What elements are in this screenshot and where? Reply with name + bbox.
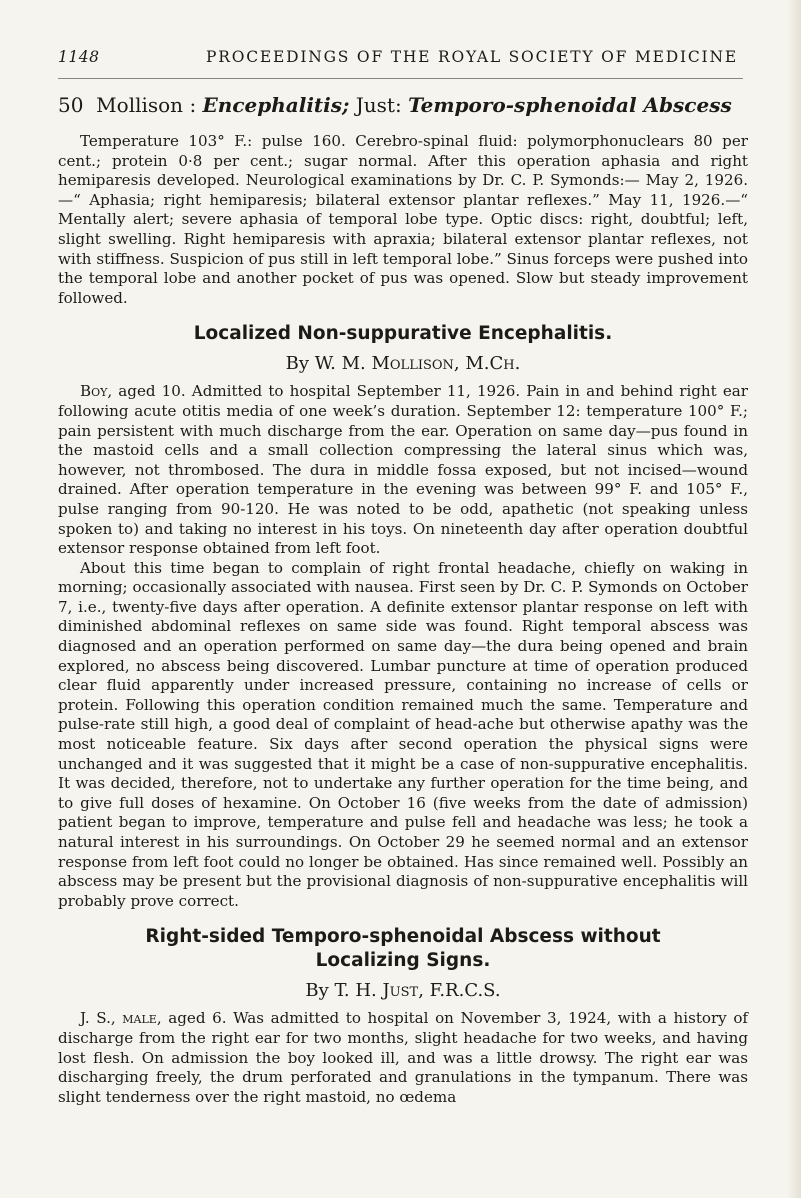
section-title-abscess-line-1: Right-sided Temporo-sphenoidal Abscess without — [145, 926, 661, 948]
section-title-encephalitis: Localized Non-suppurative Encephalitis. — [193, 323, 613, 345]
page-number: 1148 — [58, 48, 100, 66]
encephalitis-paragraph-1 — [58, 382, 748, 558]
section-title-abscess-line-2: Localizing Signs. — [315, 950, 491, 972]
byline-by: By — [285, 353, 310, 375]
encephalitis-paragraph-1-text: aged 10. Admitted to hospital September 11, 1926. Pain in and behind right ear following acute otitis media of one week’s duration. September 12: temperature 100° F.; pain persistent with much discharge from the ear. Operation on same day—pus found in the mastoid cells and a small collection compressing the lateral sinus which was, however, not thrombosed. The dura in middle fossa exposed, but not incised—wound drained. After operation temperature in the evening was between 99° F. and 105° F., pulse ranging from 90-120. He was noted to be odd, apathetic (not speaking unless spoken to) and taking no interest in his toys. On nineteenth day after operation doubtful extensor response obtained from left foot. — [58, 382, 748, 558]
case-colon-2: : — [394, 93, 402, 117]
byline-mollison — [58, 352, 748, 376]
byline-just — [58, 979, 748, 1003]
case-author: Mollison — [96, 93, 184, 117]
case-colon: : — [189, 93, 197, 117]
page-edge-shadow — [787, 0, 801, 1198]
running-header — [58, 48, 743, 72]
byline-author: W. M. Mollison, M.Ch. — [314, 353, 521, 375]
case-topic: Encephalitis; — [202, 93, 350, 117]
encephalitis-paragraph-2: About this time began to complain of right frontal headache, chiefly on waking in morning; occasionally associated with nausea. First seen by Dr. C. P. Symonds on October 7, i.e., twenty-five days after operation. A definite extensor plantar response on left with diminished abdominal reflexes on same side was found. Right temporal abscess was diagnosed and an operation performed on same day—the dura being opened and brain explored, no abscess being discovered. Lumbar puncture at time of operation produced clear fluid apparently under increased pressure, containing no increase of cells or protein. Following this operation condition remained much the same. Temperature and pulse-rate still high, a good deal of complaint of head-ache but otherwise apathy was the most noticeable feature. Six days after second operation the physical signs were unchanged and it was suggested that it might be a case of non-suppurative encephalitis. It was decided, therefore, not to undertake any further operation for the time being, and to give full doses of hexamine. On October 16 (five weeks from the date of admission) patient began to improve, temperature and pulse fell and headache was less; he took a natural interest in his surroundings. On October 29 he seemed normal and an extensor response from left foot could no longer be obtained. Has since remained well. Possibly an abscess may be present but the provisional diagnosis of non-suppurative encephalitis will probably prove correct. — [58, 558, 748, 910]
case-second-author: Just — [355, 93, 395, 117]
case-paragraph: Temperature 103° F.: pulse 160. Cerebro-spinal fluid: polymorphonuclears 80 per cent.; protein 0·8 per cent.; sugar normal. After this operation aphasia and right hemiparesis developed. Neurological examinations by Dr. C. P. Symonds:— May 2, 1926.—“ Aphasia; right hemiparesis; bilateral extensor plantar reflexes.” May 11, 1926.—“ Mentally alert; severe aphasia of temporal lobe type. Optic discs: right, doubtful; left, slight swelling. Right hemiparesis with apraxia; bilateral extensor plantar reflexes, not with stiffness. Suspicion of pus still in left temporal lobe.” Sinus forceps were pushed into the temporal lobe and another pocket of pus was opened. Slow but steady improvement followed. — [58, 132, 748, 307]
lead-word: Boy, — [80, 382, 113, 401]
running-head-title: PROCEEDINGS OF THE ROYAL SOCIETY OF MEDICINE — [206, 48, 738, 66]
lead-word: J. S., male, — [80, 1009, 162, 1028]
header-rule — [58, 78, 743, 79]
case-number: 50 — [58, 93, 84, 117]
abscess-paragraph-text: aged 6. Was admitted to hospital on November 3, 1924, with a history of discharge from the right ear for two months, slight headache for two weeks, and having lost flesh. On admission the boy looked ill, and was a little drowsy. The right ear was discharging freely, the drum perforated and granulations in the tympanum. There was slight tenderness over the right mastoid, no œdema — [58, 1009, 748, 1106]
byline-author: T. H. Just, F.R.C.S. — [334, 980, 501, 1002]
article-body — [58, 92, 748, 1107]
case-heading — [58, 92, 748, 118]
byline-by: By — [305, 980, 329, 1002]
section-title-abscess — [58, 925, 748, 973]
case-subtitle: Temporo-sphenoidal Abscess — [408, 93, 732, 117]
abscess-paragraph — [58, 1009, 748, 1107]
